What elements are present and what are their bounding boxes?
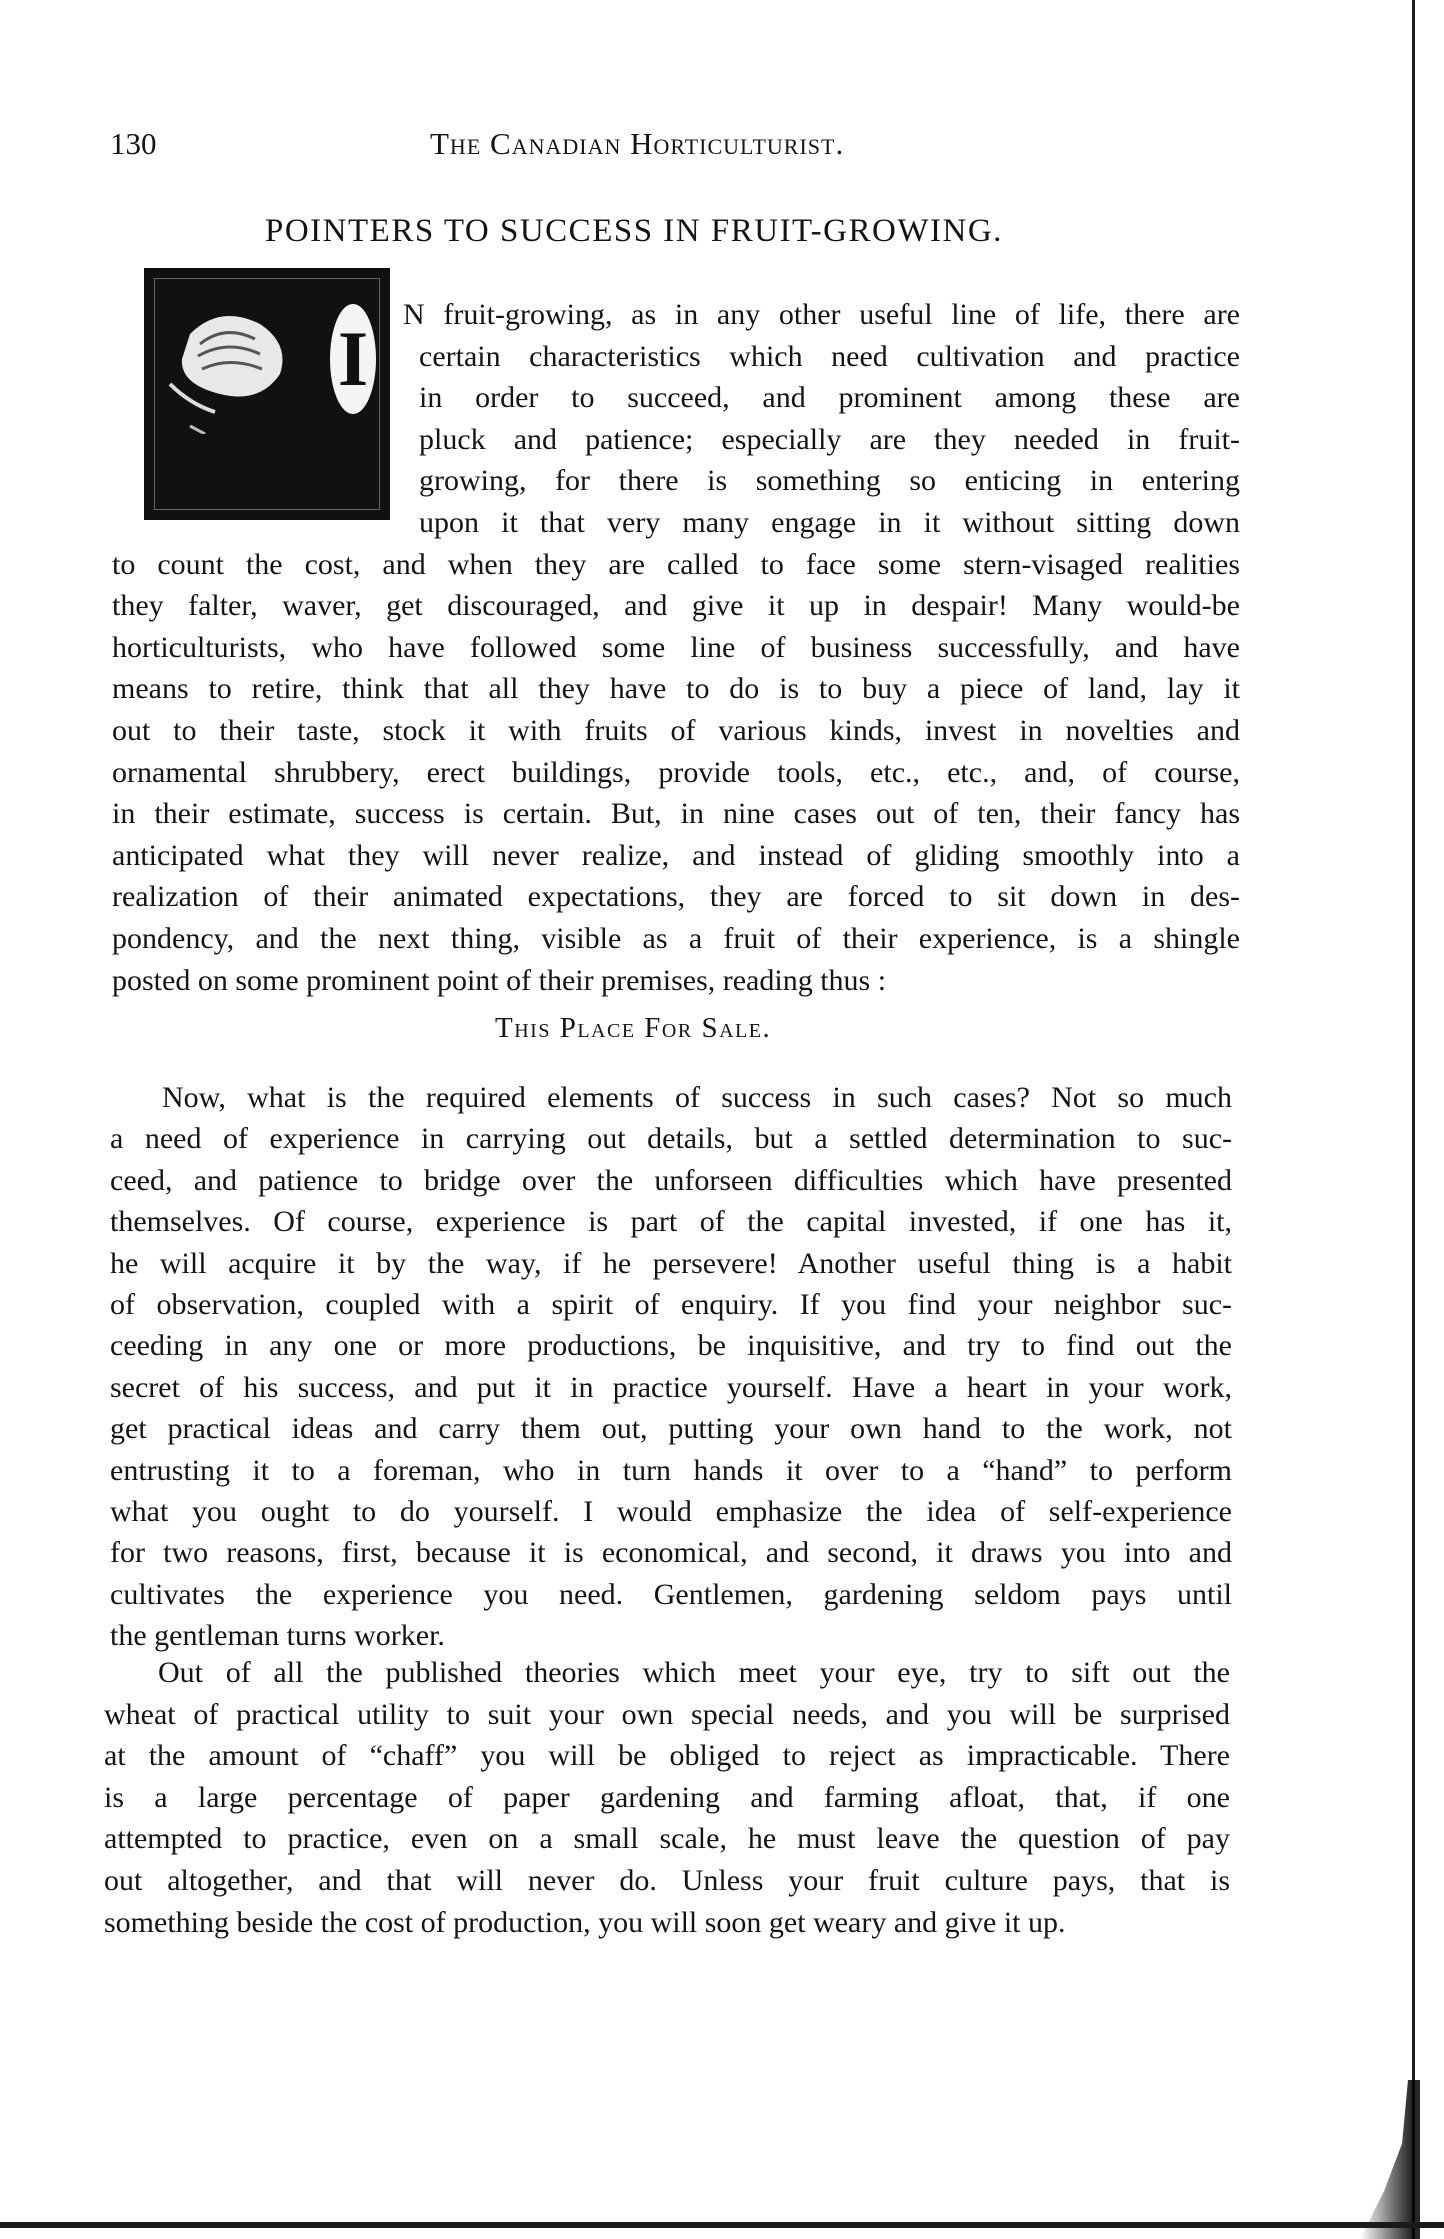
text-line: at the amount of “chaff” you will be obliged to reject as impracticable. There	[104, 1739, 1230, 1773]
text-line: means to retire, think that all they have to do is to buy a piece of land, lay it	[112, 672, 1240, 706]
text-line: themselves. Of course, experience is part of the capital invested, if one has it,	[110, 1205, 1232, 1239]
text-line: for two reasons, first, because it is economical, and second, it draws you into and	[110, 1536, 1232, 1570]
text-line: anticipated what they will never realize, and instead of gliding smoothly into a	[112, 838, 1240, 872]
text-line: a need of experience in carrying out details, but a settled determination to suc-	[110, 1122, 1232, 1156]
text-line: ceed, and patience to bridge over the unforseen difficulties which have presented	[110, 1163, 1232, 1197]
text-line: horticulturists, who have followed some line of business successfully, and have	[112, 630, 1240, 664]
text-line: pluck and patience; especially are they needed in fruit-	[419, 422, 1240, 456]
text-line: attempted to practice, even on a small scale, he must leave the question of pay	[104, 1822, 1230, 1856]
text-line: out to their taste, stock it with fruits of various kinds, invest in novelties and	[112, 714, 1240, 747]
text-line: in order to succeed, and prominent among these are	[419, 381, 1240, 415]
text-line: what you ought to do yourself. I would emphasize the idea of self-experience	[110, 1495, 1232, 1528]
text-line: upon it that very many engage in it without sitting down	[419, 506, 1240, 539]
drop-cap-illustration	[144, 268, 390, 520]
text-line: realization of their animated expectations, they are forced to sit down in des-	[112, 880, 1240, 914]
text-line: the gentleman turns worker.	[110, 1619, 445, 1653]
text-line: in their estimate, success is certain. But, in nine cases out of ten, their fancy has	[112, 797, 1240, 831]
shell-ornament-icon	[160, 294, 310, 434]
text-line: certain characteristics which need cultivation and practice	[419, 339, 1240, 373]
running-header	[110, 126, 940, 166]
text-line: get practical ideas and carry them out, putting your own hand to the work, not	[110, 1412, 1232, 1446]
text-line: growing, for there is something so enticing in entering	[419, 464, 1240, 498]
text-line: they falter, waver, get discouraged, and give it up in despair! Many would-be	[112, 589, 1240, 623]
text-line: he will acquire it by the way, if he persevere! Another useful thing is a habit	[110, 1246, 1232, 1280]
text-line: to count the cost, and when they are called to face some stern-visaged realities	[112, 547, 1240, 581]
bottom-rule	[0, 2222, 1444, 2228]
text-line: cultivates the experience you need. Gentlemen, gardening seldom pays until	[110, 1577, 1232, 1611]
text-line: of observation, coupled with a spirit of enquiry. If you find your neighbor suc-	[110, 1288, 1232, 1321]
text-line: wheat of practical utility to suit your own special needs, and you will be surprised	[104, 1697, 1230, 1731]
page-number: 130	[110, 126, 157, 161]
article-title: POINTERS TO SUCCESS IN FRUIT-GROWING.	[265, 213, 1003, 249]
text-line: is a large percentage of paper gardening and farming afloat, that, if one	[104, 1780, 1230, 1814]
text-line: Now, what is the required elements of success in such cases? Not so much	[162, 1081, 1232, 1114]
drop-cap-letter: I	[330, 304, 376, 414]
text-line: posted on some prominent point of their premises, reading thus :	[112, 963, 887, 997]
text-line: N fruit-growing, as in any other useful line of life, there are	[403, 298, 1240, 331]
text-line: pondency, and the next thing, visible as a fruit of their experience, is a shingle	[112, 922, 1240, 955]
text-line: out altogether, and that will never do. Unless your fruit culture pays, that is	[104, 1864, 1230, 1897]
text-line: ornamental shrubbery, erect buildings, provide tools, etc., etc., and, of course,	[112, 755, 1240, 789]
text-line: secret of his success, and put it in practice yourself. Have a heart in your work,	[110, 1370, 1232, 1404]
page-edge	[1412, 0, 1415, 2239]
text-line: Out of all the published theories which meet your eye, try to sift out the	[158, 1656, 1230, 1689]
text-line: ceeding in any one or more productions, be inquisitive, and try to find out the	[110, 1329, 1232, 1363]
running-title: The Canadian Horticulturist.	[430, 126, 845, 161]
page-corner-shadow	[1360, 2080, 1420, 2239]
text-line: something beside the cost of production, you will soon get weary and give it up.	[104, 1905, 1066, 1939]
sign-heading: This Place For Sale.	[495, 1012, 772, 1044]
text-line: entrusting it to a foreman, who in turn hands it over to a “hand” to perform	[110, 1453, 1232, 1487]
